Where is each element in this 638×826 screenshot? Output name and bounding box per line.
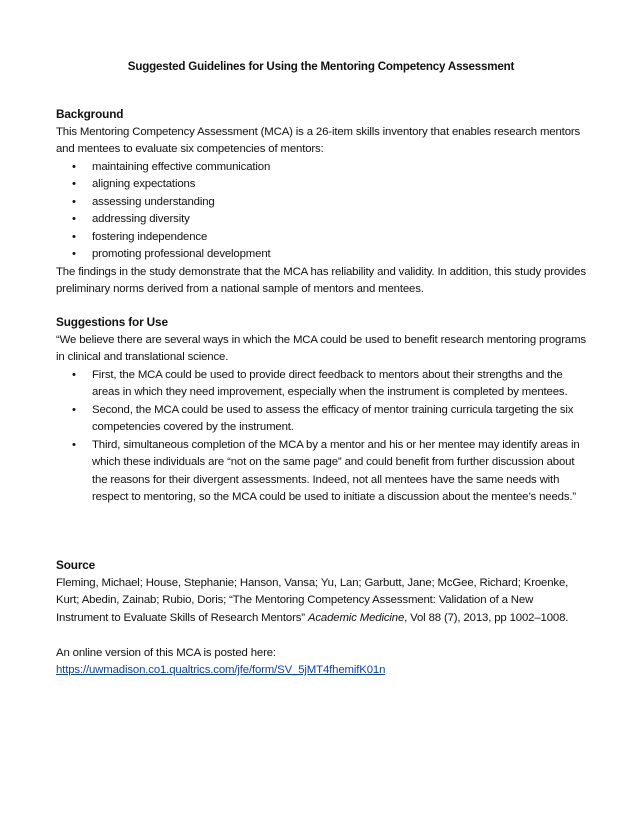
suggestion-item: • Second, the MCA could be used to assess the efficacy of mentor training curricula targeting the six competencies covered by the instrument. bbox=[56, 402, 586, 437]
mca-survey-link[interactable]: https://uwmadison.co1.qualtrics.com/jfe/form/SV_5jMT4fhemifK01n bbox=[56, 664, 386, 676]
suggestion-item: • First, the MCA could be used to provide direct feedback to mentors about their strengths and the areas in which they need improvement, especially when the instrument is completed by mentees. bbox=[56, 367, 586, 402]
competency-item: • aligning expectations bbox=[56, 176, 586, 194]
competency-item: • addressing diversity bbox=[56, 211, 586, 229]
competency-item: • promoting professional development bbox=[56, 246, 586, 264]
background-intro: This Mentoring Competency Assessment (MCA) is a 26-item skills inventory that enables research mentors and mentees to evaluate six competencies of mentors: bbox=[56, 125, 581, 155]
online-version-label: An online version of this MCA is posted here: bbox=[56, 646, 276, 659]
online-version-link-line bbox=[56, 662, 586, 680]
background-section bbox=[56, 106, 586, 299]
suggestions-intro: “We believe there are several ways in which the MCA could be used to benefit research mentoring programs in clinical and translational science. bbox=[56, 333, 586, 363]
competency-item: • maintaining effective communication bbox=[56, 159, 586, 177]
page-title: Suggested Guidelines for Using the Mentoring Competency Assessment bbox=[127, 60, 515, 73]
source-section bbox=[56, 557, 586, 680]
background-findings: The findings in the study demonstrate that the MCA has reliability and validity. In addition, this study provides preliminary norms derived from a national sample of mentors and mentees. bbox=[56, 265, 586, 295]
competency-item: • assessing understanding bbox=[56, 194, 586, 212]
suggestion-item: • Third, simultaneous completion of the MCA by a mentor and his or her mentee may identify areas in which these individuals are “not on the same page” and could benefit from further discussion about the reasons for their divergent assessments. Indeed, not all mentees have the same needs with respect to mentoring, so the MCA could be used to initiate a discussion about the mentee’s needs.” bbox=[56, 437, 586, 507]
suggestions-list bbox=[56, 367, 586, 507]
source-heading: Source bbox=[56, 558, 96, 572]
citation-journal: Academic Medicine bbox=[307, 611, 405, 624]
source-citation bbox=[56, 575, 586, 628]
suggestions-section bbox=[56, 314, 586, 507]
citation-details: , Vol 88 (7), 2013, pp 1002–1008. bbox=[404, 611, 569, 624]
competency-item: • fostering independence bbox=[56, 229, 586, 247]
competency-list bbox=[56, 159, 586, 264]
citation-authors-title: Fleming, Michael; House, Stephanie; Hanson, Vansa; Yu, Lan; Garbutt, Jane; McGee, Richard; Kroenke, Kurt; Abedin, Zainab; Rubio, Doris; “The Mentoring Competency Assessment: Validation of a New Instrument to Evaluate Skills of Research Mentors” bbox=[56, 576, 569, 624]
background-heading: Background bbox=[56, 107, 124, 121]
suggestions-heading: Suggestions for Use bbox=[56, 315, 168, 329]
